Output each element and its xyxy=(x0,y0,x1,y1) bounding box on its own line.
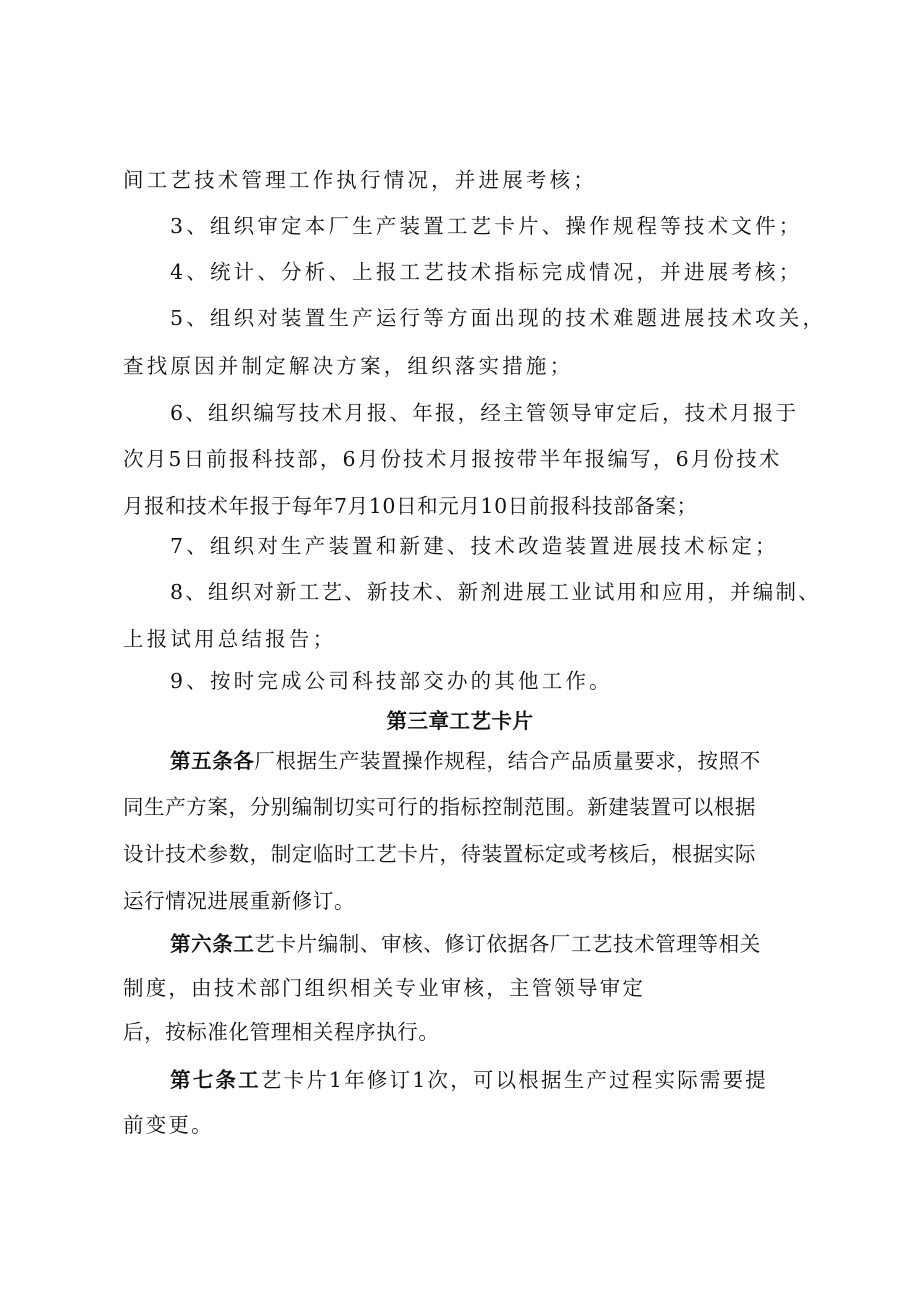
chapter-title: 第三章工艺卡片 xyxy=(386,709,534,733)
list-item-3: 3、组织审定本厂生产装置工艺卡片、操作规程等技术文件； xyxy=(170,214,803,238)
article-7-line-1 xyxy=(170,1065,768,1095)
article-5-text: 厂根据生产装置操作规程，结合产品质量要求，按照不 xyxy=(254,749,761,773)
article-5-label: 第五条各 xyxy=(170,749,255,773)
list-item-6-continuation-1: 次月5日前报科技部，6月份技术月报按带半年报编写，6月份技术 xyxy=(123,447,782,471)
article-6-line-1 xyxy=(170,929,761,959)
article-6-line-2: 制度，由技术部门组织相关专业审核，主管领导审定 xyxy=(123,976,646,1000)
article-6-text: 艺卡片编制、审核、修订依据各厂工艺技术管理等相关 xyxy=(254,932,761,956)
article-7-text: 艺卡片1年修订1次，可以根据生产过程实际需要提 xyxy=(260,1068,768,1092)
list-item-5-continuation: 查找原因并制定解决方案，组织落实措施； xyxy=(123,354,574,378)
article-5-line-3: 设计技术参数，制定临时工艺卡片，待装置标定或考核后，根据实际 xyxy=(123,842,756,866)
article-5-line-2: 同生产方案，分别编制切实可行的指标控制范围。新建装置可以根据 xyxy=(123,795,756,819)
list-item-6-continuation-2: 月报和技术年报于每年7月10日和元月10日前报科技部备案； xyxy=(123,494,698,518)
list-item-9: 9、按时完成公司科技部交办的其他工作。 xyxy=(170,669,613,693)
article-7-label: 第七条工 xyxy=(170,1068,261,1092)
list-item-8-continuation: 上报试用总结报告； xyxy=(123,627,337,651)
article-5-line-1 xyxy=(170,746,761,776)
list-item-6: 6、组织编写技术月报、年报，经主管领导审定后，技术月报于 xyxy=(170,401,799,425)
article-6-line-3: 后，按标准化管理相关程序执行。 xyxy=(123,1020,440,1044)
article-7-line-2: 前变更。 xyxy=(123,1113,214,1137)
list-item-7: 7、组织对生产装置和新建、技术改造装置进展技术标定； xyxy=(170,534,779,558)
paragraph-line: 间工艺技术管理工作执行情况，并进展考核； xyxy=(123,168,597,192)
list-item-4: 4、统计、分析、上报工艺技术指标完成情况，并进展考核； xyxy=(170,260,803,284)
article-5-line-4: 运行情况进展重新修订。 xyxy=(123,889,356,913)
list-item-8: 8、组织对新工艺、新技术、新剂进展工业试用和应用，并编制、 xyxy=(170,580,821,604)
list-item-5: 5、组织对装置生产运行等方面出现的技术难题进展技术攻关， xyxy=(170,306,827,330)
article-6-label: 第六条工 xyxy=(170,932,255,956)
